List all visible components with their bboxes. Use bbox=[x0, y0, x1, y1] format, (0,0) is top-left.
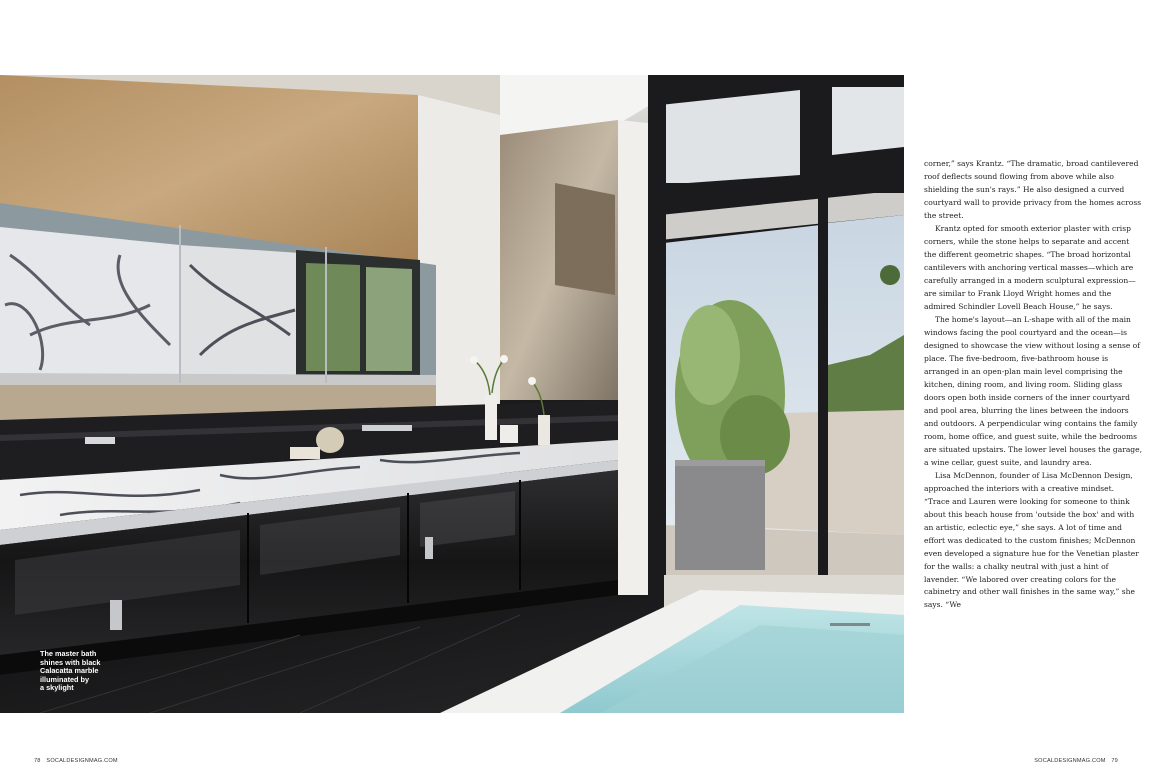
right-site-url: SOCALDESIGNMAG.COM bbox=[1034, 758, 1106, 764]
photo-caption: The master bath shines with black Calacatta marble illuminated by a skylight bbox=[40, 649, 101, 693]
article-paragraph: corner,” says Krantz. “The dramatic, broad cantilevered roof deflects sound flowing from above while also shielding the sun's rays.” He also designed a curved courtyard wall to provide privacy from the homes across the street. bbox=[924, 159, 1142, 220]
left-page-number: 78 bbox=[34, 758, 41, 764]
article-paragraph: The home's layout—an L-shape with all of the main windows facing the pool courtyard and the ocean—is designed to showcase the view without losing a sense of place. The five-bedroom, five-bathroom house is arranged in an open-plan main level comprising the kitchen, dining room, and living room. Sliding glass doors open both inside corners of the inner courtyard and pool area, blurring the lines between the indoors and outdoors. A perpendicular wing contains the family room, home office, and guest suite, while the bedrooms are situated upstairs. The lower level houses the garage, a wine cellar, guest suite, and laundry area. bbox=[924, 314, 1143, 467]
article-paragraph: Krantz opted for smooth exterior plaster with crisp corners, while the stone helps to separate and accent the different geometric shapes. “The broad horizontal cantilevers with anchoring vertical masses—which are carefully arranged in a modern sculptural expression—are similar to Frank Lloyd Wright homes and the admired Schindler Lovell Beach House,” he says. bbox=[924, 223, 1136, 311]
right-folio bbox=[1034, 758, 1122, 764]
right-page-number: 79 bbox=[1111, 758, 1118, 764]
left-folio bbox=[30, 758, 118, 764]
article-paragraph: Lisa McDennon, founder of Lisa McDennon Design, approached the interiors with a creative mindset. “Trace and Lauren were looking for someone to think about this beach house from 'outside the box' and with an artistic, eclectic eye,” she says. A lot of time and effort was dedicated to the custom finishes; McDennon even developed a signature hue for the Venetian plaster for the walls: a chalky neutral with just a hint of lavender. “We labored over creating colors for the cabinetry and other wall finishes in the same way,” she says. “We bbox=[924, 470, 1139, 610]
bathroom-photo bbox=[0, 75, 904, 713]
left-site-url: SOCALDESIGNMAG.COM bbox=[46, 758, 118, 764]
article-text-column bbox=[924, 158, 1142, 612]
